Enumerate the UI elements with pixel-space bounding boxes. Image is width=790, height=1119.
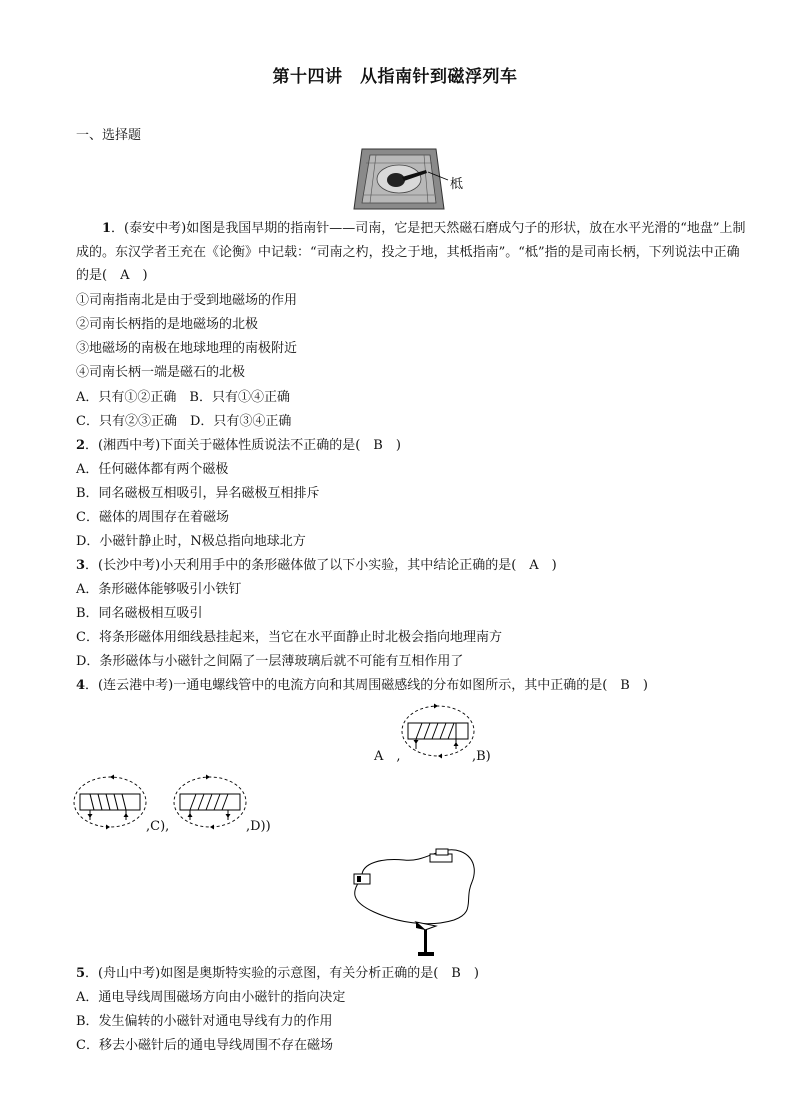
q1-statement-3: ③地磁场的南极在地球地理的南极附近 — [76, 341, 298, 356]
q3-option-c: C．将条形磁体用细线悬挂起来，当它在水平面静止时北极会指向地理南方 — [76, 630, 502, 645]
section-heading: 一、选择题 — [76, 128, 142, 143]
solenoid-figure-b — [398, 700, 478, 762]
q3-option-d: D．条形磁体与小磁针之间隔了一层薄玻璃后就不可能有互相作用了 — [76, 654, 464, 669]
question-3-stem: 3．(长沙中考)小天利用手中的条形磁体做了以下小实验，其中结论正确的是( A ) — [76, 558, 557, 573]
page-title: 第十四讲 从指南针到磁浮列车 — [272, 67, 518, 87]
question-4-number: 4 — [76, 678, 86, 693]
q5-option-c: C．移去小磁针后的通电导线周围不存在磁场 — [76, 1038, 333, 1053]
oersted-experiment-figure — [344, 848, 492, 958]
question-1-number: 1 — [102, 221, 112, 236]
q1-statement-4: ④司南长柄一端是磁石的北极 — [76, 365, 246, 380]
question-5-number: 5 — [76, 966, 86, 981]
figure-label-c: ,C), — [146, 819, 170, 834]
figure-label-a: A , — [374, 749, 401, 764]
question-4-stem: 4．(连云港中考)一通电螺线管中的电流方向和其周围磁感线的分布如图所示，其中正确的是( B ) — [76, 678, 648, 693]
q2-option-b: B．同名磁极互相吸引，异名磁极互相排斥 — [76, 486, 320, 501]
q5-option-a: A．通电导线周围磁场方向由小磁针的指向决定 — [76, 990, 346, 1005]
q2-option-a: A．任何磁体都有两个磁极 — [76, 462, 229, 477]
figure-label-d: ,D)) — [246, 819, 271, 834]
question-3-number: 3 — [76, 558, 86, 573]
question-1-text: ．(泰安中考)如图是我国早期的指南针——司南，它是把天然磁石磨成勺子的形状，放在水平光滑的“地盘”上制成的。东汉学者王充在《论衡》中记载：“司南之杓，投之于地，其柢指南”。“柢”指的是司南长柄，下列说法中正确的是( A ) — [76, 221, 746, 283]
sinan-label: 柢 — [450, 177, 464, 192]
question-1-stem — [76, 217, 748, 288]
q1-statement-1: ①司南指南北是由于受到地磁场的作用 — [76, 293, 298, 308]
q1-statement-2: ②司南长柄指的是地磁场的北极 — [76, 317, 259, 332]
q2-option-c: C．磁体的周围存在着磁场 — [76, 510, 229, 525]
question-5-stem: 5．(舟山中考)如图是奥斯特实验的示意图，有关分析正确的是( B ) — [76, 966, 479, 981]
question-2-number: 2 — [76, 438, 86, 453]
solenoid-figure-c — [70, 771, 150, 833]
q1-options-cd: C．只有②③正确 D．只有③④正确 — [76, 414, 292, 429]
q3-option-b: B．同名磁极相互吸引 — [76, 606, 203, 621]
figure-label-b: ,B) — [472, 749, 491, 764]
q3-option-a: A．条形磁体能够吸引小铁钉 — [76, 582, 242, 597]
q2-option-d: D．小磁针静止时，N极总指向地球北方 — [76, 534, 306, 549]
solenoid-figure-d — [170, 771, 250, 833]
q5-option-b: B．发生偏转的小磁针对通电导线有力的作用 — [76, 1014, 333, 1029]
question-2-stem: 2．(湘西中考)下面关于磁体性质说法不正确的是( B ) — [76, 438, 401, 453]
q1-options-ab: A．只有①②正确 B．只有①④正确 — [76, 390, 290, 405]
